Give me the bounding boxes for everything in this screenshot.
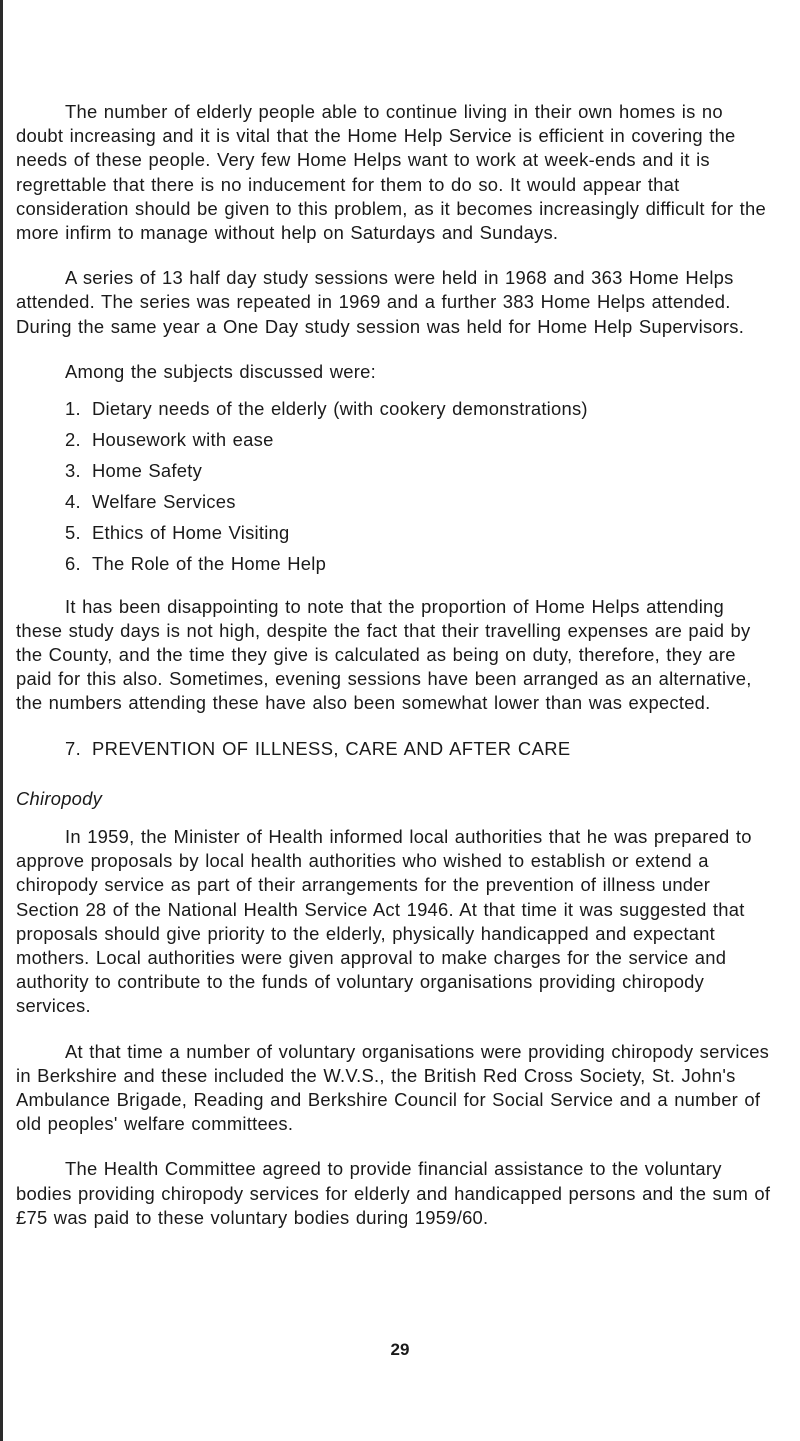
list-item: 1. Dietary needs of the elderly (with cookery demonstrations)	[65, 398, 588, 420]
list-item: 4. Welfare Services	[65, 491, 236, 513]
list-item: 6. The Role of the Home Help	[65, 553, 327, 575]
paragraph-voluntary-organisations: At that time a number of voluntary organisations were providing chiropody services in Berkshire and these included the W.V.S., the British Red Cross Society, St. John's Ambulance Brigade, Reading and Berkshire Council for Social Service and a number of old peoples' welfare committees.	[16, 1040, 770, 1135]
paragraph-attendance: It has been disappointing to note that the proportion of Home Helps attending these study days is not high, despite the fact that their travelling expenses are paid by the County, and the time they give is calculated as being on duty, therefore, they are paid for this also. Sometimes, evening sessions have been arranged as an alternative, the numbers attending these have also been somewhat lower than was expected.	[16, 595, 752, 714]
document-page	[16, 100, 776, 1251]
subjects-list	[16, 396, 776, 578]
paragraph-minister-1959: In 1959, the Minister of Health informed local authorities that he was prepared to approve proposals by local health authorities who wished to establish or extend a chiropody service as part of their arrangements for the prevention of illness under Section 28 of the National Health Service Act 1946. At that time it was suggested that proposals should give priority to the elderly, physically handicapped and expectant mothers. Local authorities were given approval to make charges for the service and authority to contribute to the funds of voluntary organisations providing chiropody services.	[16, 825, 752, 1017]
paragraph-financial-assistance: The Health Committee agreed to provide financial assistance to the voluntary bodies providing chiropody services for elderly and handicapped persons and the sum of £75 was paid to these voluntary bodies during 1959/60.	[16, 1158, 771, 1228]
list-item: 5. Ethics of Home Visiting	[65, 522, 290, 544]
page-scan-edge	[0, 0, 3, 1441]
paragraph-study-sessions: A series of 13 half day study sessions were held in 1968 and 363 Home Helps attended. The series was repeated in 1969 and a further 383 Home Helps attended. During the same year a One Day study session was held for Home Help Supervisors.	[16, 267, 745, 337]
section-title: PREVENTION OF ILLNESS, CARE AND AFTER CARE	[92, 737, 571, 759]
list-item: 2. Housework with ease	[65, 429, 274, 451]
paragraph-subjects-intro: Among the subjects discussed were:	[65, 360, 376, 382]
page-number: 29	[390, 1340, 410, 1359]
paragraph-home-help-elderly: The number of elderly people able to continue living in their own homes is no doubt increasing and it is vital that the Home Help Service is efficient in covering the needs of these people. Very few Home Helps want to work at week-ends and it is regrettable that there is no inducement for them to do so. It would appear that consideration should be given to this problem, as it becomes increasingly difficult for the more infirm to manage without help on Saturdays and Sundays.	[16, 101, 766, 244]
list-item: 3. Home Safety	[65, 460, 203, 482]
subheading-chiropody: Chiropody	[16, 787, 103, 809]
section-heading: 7. PREVENTION OF ILLNESS, CARE AND AFTER CARE	[65, 737, 571, 759]
